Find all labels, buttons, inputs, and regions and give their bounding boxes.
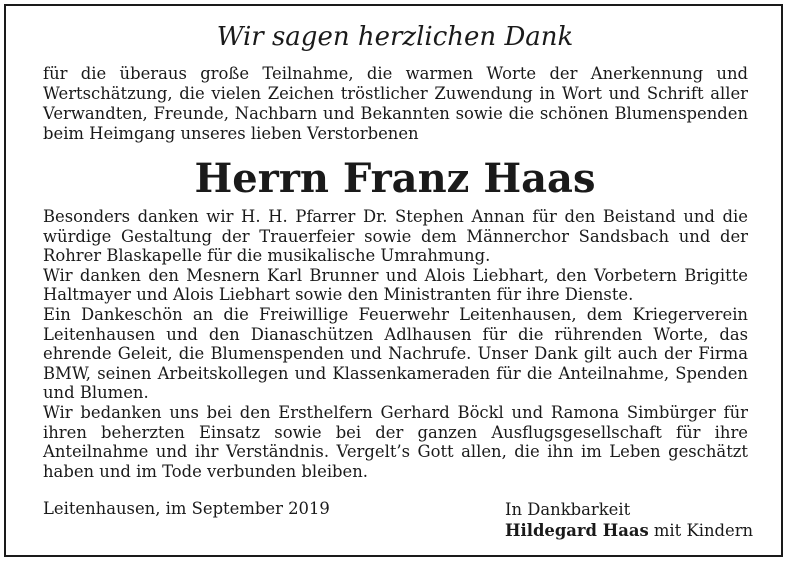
thanks-paragraph: Wir danken den Mesnern Karl Brunner und Alois Liebhart, den Vorbetern Brigitte Haltmayer und Alois Liebhart sowie den Ministranten für ihre Dienste.	[43, 265, 748, 305]
deceased-name: Herrn Franz Haas	[194, 155, 596, 202]
thanks-paragraph: Ein Dankeschön an die Freiwillige Feuerwehr Leitenhausen, dem Kriegerverein Leitenhausen und den Dianaschützen Adlhausen für die rührenden Worte, das ehrende Geleit, die Blumenspenden und Nachrufe. Unser Dank gilt auch der Firma BMW, seinen Arbeitskollegen und Klassenkameraden für die Anteilnahme, Spenden und Blumen.	[43, 304, 748, 403]
place-date: Leitenhausen, im September 2019	[43, 499, 330, 518]
thanks-paragraph: Wir bedanken uns bei den Ersthelfern Gerhard Böckl und Ramona Simbürger für ihren beherzten Einsatz sowie bei der ganzen Ausflugsgesellschaft für ihre Anteilnahme und ihr Verständnis. Vergelt’s Gott allen, die ihn im Leben geschätzt haben und im Tode verbunden bleiben.	[43, 402, 748, 481]
signer-suffix: mit Kindern	[648, 521, 754, 540]
signer-name: Hildegard Haas	[505, 521, 649, 540]
signature-line	[505, 520, 753, 541]
thanks-paragraph: Besonders danken wir H. H. Pfarrer Dr. Stephen Annan für den Beistand und die würdige Gestaltung der Trauerfeier sowie dem Männerchor Sandsbach und der Rohrer Blaskapelle für die musikalische Umrahmung.	[43, 207, 748, 266]
notice-heading: Wir sagen herzlichen Dank	[216, 22, 574, 52]
closing-block	[505, 499, 753, 541]
intro-text: für die überaus große Teilnahme, die warmen Worte der Anerkennung und Wertschätzung, die vielen Zeichen tröstlicher Zuwendung in Wort und Schrift aller Verwandten, Freunde, Nachbarn und Bekannten sowie die schönen Blumenspenden beim Heimgang unseres lieben Verstorbenen	[43, 64, 748, 143]
thanks-body	[43, 207, 748, 481]
closing-line: In Dankbarkeit	[505, 500, 631, 519]
